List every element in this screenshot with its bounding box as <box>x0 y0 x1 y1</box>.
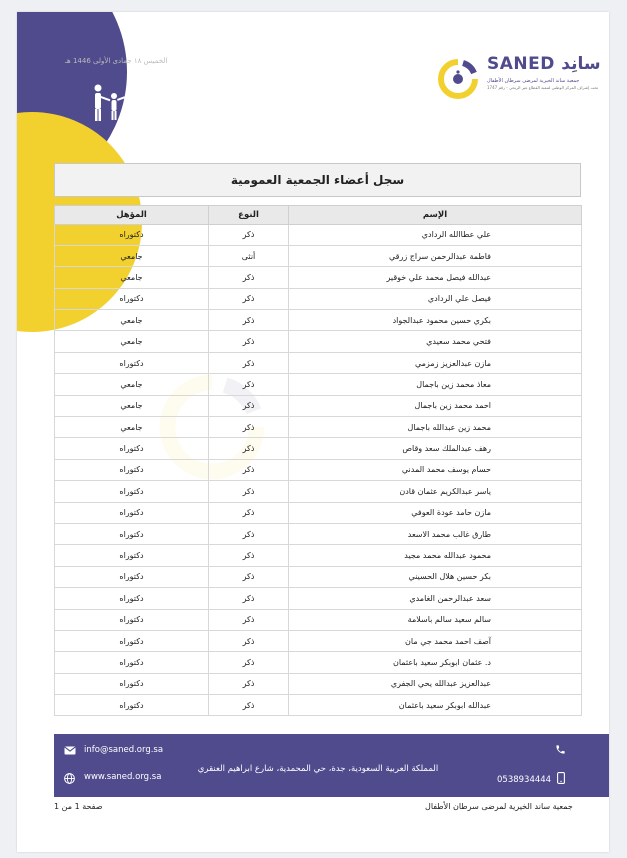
table-row <box>55 673 582 694</box>
cell-qualification: دكتوراه <box>55 652 209 673</box>
cell-name: مازن عبدالعزيز زمزمي <box>289 352 582 373</box>
cell-name: د. عثمان ابوبكر سعيد باعثمان <box>289 652 582 673</box>
table-row <box>55 481 582 502</box>
cell-qualification: دكتوراه <box>55 502 209 523</box>
cell-qualification: جامعي <box>55 310 209 331</box>
table-row <box>55 438 582 459</box>
cell-name: بكر حسين هلال الحسيني <box>289 566 582 587</box>
cell-qualification: دكتوراه <box>55 224 209 245</box>
family-icon <box>89 82 139 126</box>
document-page <box>17 12 609 852</box>
phone-icon <box>555 744 566 755</box>
cell-qualification: دكتوراه <box>55 566 209 587</box>
cell-qualification: جامعي <box>55 374 209 395</box>
cell-qualification: دكتوراه <box>55 609 209 630</box>
footer-address: المملكة العربية السعودية، جدة، حي المحمدية، شارع ابراهيم العنقري <box>197 764 439 774</box>
cell-name: علي عطاالله الردادي <box>289 224 582 245</box>
logo-ring-icon <box>437 58 479 100</box>
cell-gender: ذكر <box>209 352 289 373</box>
cell-name: ياسر عبدالكريم عثمان قادن <box>289 481 582 502</box>
cell-name: فيصل علي الردادي <box>289 288 582 309</box>
header-gender: النوع <box>209 206 289 225</box>
header-name: الإسم <box>289 206 582 225</box>
cell-qualification: دكتوراه <box>55 481 209 502</box>
cell-qualification: دكتوراه <box>55 352 209 373</box>
table-row <box>55 331 582 352</box>
cell-gender: ذكر <box>209 417 289 438</box>
logo-subtitle-small: تحت إشراف المركز الوطني لتنمية القطاع غير الربحي - رقم 1747 <box>487 85 599 90</box>
table-row <box>55 545 582 566</box>
cell-name: عبدالعزيز عبدالله يحي الجفري <box>289 673 582 694</box>
cell-name: محمد زين عبدالله باجمال <box>289 417 582 438</box>
cell-gender: ذكر <box>209 331 289 352</box>
cell-qualification: دكتوراه <box>55 695 209 716</box>
footer-contact-band <box>54 734 609 797</box>
cell-name: سالم سعيد سالم باسلامة <box>289 609 582 630</box>
cell-qualification: دكتوراه <box>55 459 209 480</box>
cell-name: معاذ محمد زين باجمال <box>289 374 582 395</box>
cell-name: فاطمة عبدالرحمن سراج زرقي <box>289 245 582 266</box>
header-date: الخميس ١٨ جمادى الأولى 1446 هـ <box>65 57 168 65</box>
footer-email[interactable]: info@saned.org.sa <box>84 745 164 755</box>
cell-qualification: دكتوراه <box>55 673 209 694</box>
cell-name: آصف احمد محمد جي مان <box>289 630 582 651</box>
table-header-row <box>55 206 582 225</box>
table-row <box>55 352 582 373</box>
document-title: سجل أعضاء الجمعية العمومية <box>54 163 581 197</box>
table-row <box>55 566 582 587</box>
cell-gender: ذكر <box>209 459 289 480</box>
table-row <box>55 652 582 673</box>
table-row <box>55 523 582 544</box>
cell-qualification: جامعي <box>55 245 209 266</box>
cell-name: بكري حسين محمود عبدالجواد <box>289 310 582 331</box>
globe-icon <box>64 773 75 784</box>
cell-gender: ذكر <box>209 288 289 309</box>
cell-gender: ذكر <box>209 310 289 331</box>
cell-qualification: جامعي <box>55 395 209 416</box>
members-table <box>54 205 582 716</box>
table-row <box>55 502 582 523</box>
cell-qualification: دكتوراه <box>55 588 209 609</box>
logo-subtitle: جمعية ساند الخيرية لمرضى سرطان الأطفال <box>487 78 580 84</box>
cell-qualification: دكتوراه <box>55 545 209 566</box>
cell-qualification: جامعي <box>55 331 209 352</box>
cell-gender: ذكر <box>209 630 289 651</box>
cell-gender: ذكر <box>209 609 289 630</box>
footer-phone[interactable]: 0538934444 <box>497 775 552 785</box>
cell-qualification: دكتوراه <box>55 523 209 544</box>
cell-gender: ذكر <box>209 395 289 416</box>
table-row <box>55 417 582 438</box>
cell-gender: ذكر <box>209 695 289 716</box>
table-row <box>55 630 582 651</box>
table-row <box>55 224 582 245</box>
cell-name: عبدالله فيصل محمد علي خوقير <box>289 267 582 288</box>
cell-gender: ذكر <box>209 588 289 609</box>
table-row <box>55 245 582 266</box>
table-row <box>55 588 582 609</box>
cell-qualification: دكتوراه <box>55 288 209 309</box>
table-row <box>55 695 582 716</box>
header-qualification: المؤهل <box>55 206 209 225</box>
logo-brand: SANED سانِد <box>487 54 601 74</box>
mobile-icon <box>557 772 565 784</box>
table-row <box>55 310 582 331</box>
cell-gender: ذكر <box>209 374 289 395</box>
cell-qualification: دكتوراه <box>55 630 209 651</box>
saned-logo <box>437 52 601 112</box>
table-row <box>55 374 582 395</box>
cell-name: رهف عبدالملك سعد وقاص <box>289 438 582 459</box>
cell-gender: ذكر <box>209 224 289 245</box>
cell-gender: ذكر <box>209 673 289 694</box>
cell-name: احمد محمد زين باجمال <box>289 395 582 416</box>
table-row <box>55 395 582 416</box>
email-icon <box>64 746 76 755</box>
cell-gender: ذكر <box>209 652 289 673</box>
cell-gender: ذكر <box>209 481 289 502</box>
cell-gender: ذكر <box>209 523 289 544</box>
cell-name: طارق غالب محمد الاسعد <box>289 523 582 544</box>
cell-name: محمود عبدالله محمد مجيد <box>289 545 582 566</box>
cell-name: حسام يوسف محمد المدني <box>289 459 582 480</box>
footer-page-number: صفحة 1 من 1 <box>54 802 103 811</box>
footer-website[interactable]: www.saned.org.sa <box>84 772 162 782</box>
cell-qualification: جامعي <box>55 417 209 438</box>
cell-gender: ذكر <box>209 502 289 523</box>
table-row <box>55 459 582 480</box>
table-row <box>55 609 582 630</box>
cell-name: فتحي محمد سعيدي <box>289 331 582 352</box>
cell-gender: ذكر <box>209 545 289 566</box>
cell-gender: أنثى <box>209 245 289 266</box>
cell-gender: ذكر <box>209 438 289 459</box>
cell-name: سعد عبدالرحمن الغامدي <box>289 588 582 609</box>
footer-org-name: جمعية ساند الخيرية لمرضى سرطان الأطفال <box>425 802 573 811</box>
cell-gender: ذكر <box>209 267 289 288</box>
table-row <box>55 267 582 288</box>
cell-qualification: دكتوراه <box>55 438 209 459</box>
cell-gender: ذكر <box>209 566 289 587</box>
cell-name: عبدالله ابوبكر سعيد باعثمان <box>289 695 582 716</box>
cell-qualification: جامعي <box>55 267 209 288</box>
table-row <box>55 288 582 309</box>
cell-name: مازن حامد عودة العوفي <box>289 502 582 523</box>
